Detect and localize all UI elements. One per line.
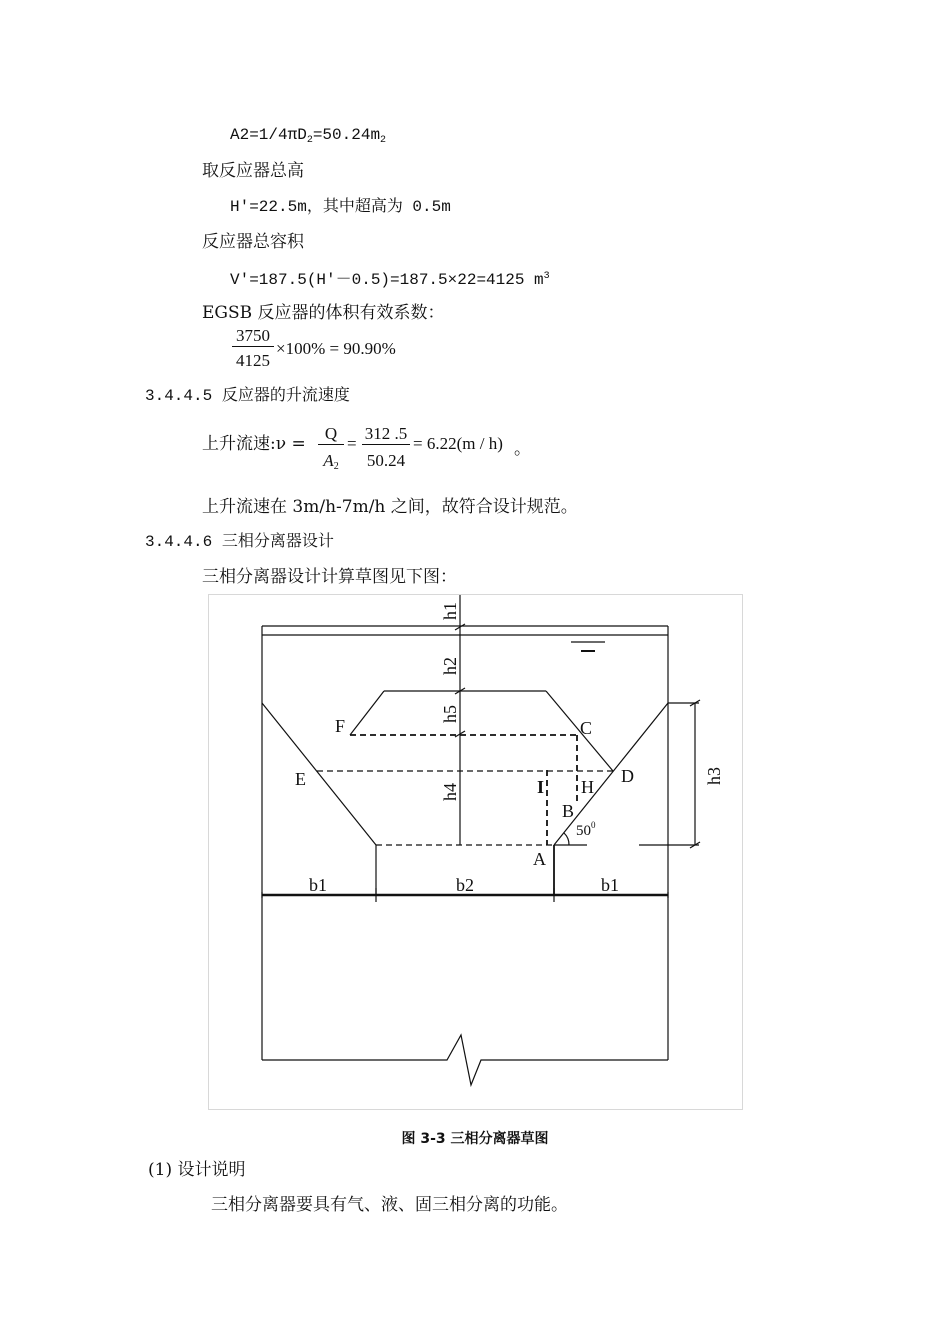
a2-formula-sub: 2 (306, 135, 313, 146)
label-E: E (295, 769, 306, 789)
efficiency-rhs: ×100% = 90.90% (276, 339, 396, 358)
total-volume-value: V′=187.5(H′－0.5)=187.5×22=4125 m (230, 271, 544, 289)
label-D: D (621, 766, 634, 786)
label-h1: h1 (440, 602, 460, 620)
efficiency-fraction (232, 326, 274, 371)
efficiency-denominator: 4125 (232, 346, 274, 371)
label-B: B (562, 801, 575, 821)
label-b1-left: b1 (309, 875, 327, 895)
right-incline (554, 703, 668, 845)
label-h3: h3 (704, 767, 724, 785)
bottom-break (262, 1035, 668, 1085)
label-b1-right: b1 (601, 875, 619, 895)
design-notes-heading: (1) 设计说明 (148, 1160, 246, 1180)
section-346-intro: 三相分离器设计计算草图见下图： (202, 567, 457, 587)
upflow-note: 上升流速在 3m/h-7m/h 之间，故符合设计规范。 (202, 497, 578, 517)
section-345-title: 3.4.4.5 反应器的升流速度 (145, 387, 350, 405)
total-volume-line (230, 266, 550, 291)
a2-formula: A2=1/4πD (230, 126, 307, 144)
a2-formula-line (230, 124, 386, 152)
total-volume-unit-sup: 3 (543, 271, 550, 282)
label-C: C (580, 718, 593, 738)
upflow-frac1-den-sub: 2 (333, 461, 339, 472)
total-height-heading: 取反应器总高 (202, 161, 304, 181)
upflow-equals: = (347, 434, 357, 453)
label-h2: h2 (440, 657, 460, 675)
section-346-title: 3.4.4.6 三相分离器设计 (145, 533, 334, 551)
label-h5: h5 (440, 705, 460, 723)
a2-unit-sub: 2 (380, 135, 387, 146)
upflow-end: 。 (514, 439, 531, 458)
efficiency-heading: EGSB 反应器的体积有效系数： (202, 303, 445, 323)
total-volume-heading: 反应器总容积 (202, 232, 304, 252)
upflow-frac2-num: 312 .5 (364, 424, 408, 443)
a2-value: =50.24m (312, 126, 381, 144)
three-phase-separator-figure (208, 594, 743, 1110)
upflow-fraction-1 (318, 424, 344, 477)
label-h4: h4 (440, 783, 460, 801)
label-I: I (537, 777, 545, 797)
upflow-frac2-den: 50.24 (362, 444, 410, 471)
label-F: F (335, 716, 346, 736)
total-height-value: H′=22.5m，其中超高为 0.5m (230, 198, 451, 216)
label-H: H (581, 777, 594, 797)
upflow-frac1-den: A (323, 451, 334, 470)
label-b2: b2 (456, 875, 474, 895)
upflow-result: = 6.22(m / h) (413, 434, 503, 453)
figure-caption: 图 3-3 三相分离器草图 (401, 1131, 549, 1147)
upflow-label: 上升流速:ν = (202, 434, 306, 454)
upflow-fraction-2 (362, 424, 410, 471)
efficiency-numerator: 3750 (236, 326, 270, 345)
separator-sketch (209, 595, 744, 1111)
design-notes-text: 三相分离器要具有气、液、固三相分离的功能。 (211, 1195, 568, 1215)
upflow-frac1-den-wrap (318, 444, 344, 477)
label-A: A (533, 849, 546, 869)
label-angle: $50^0$ (576, 820, 596, 839)
upflow-frac1-num: Q (324, 424, 338, 443)
